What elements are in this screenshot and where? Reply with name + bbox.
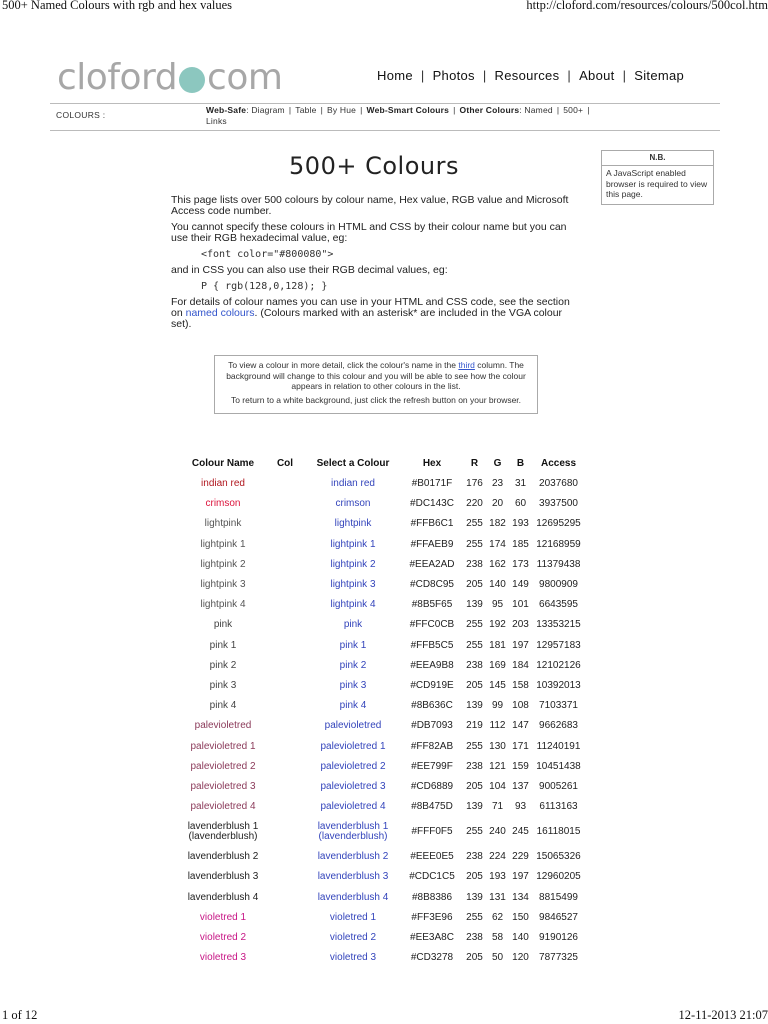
table-body [181, 474, 585, 968]
colour-swatch-cell [265, 595, 305, 615]
b-cell: 101 [512, 599, 529, 611]
r-cell: 139 [466, 700, 483, 712]
g-cell: 140 [489, 579, 506, 591]
colour-swatch-cell [265, 908, 305, 928]
table-row [181, 514, 585, 534]
colour-name-cell: lavenderblush 2 [187, 851, 259, 863]
logo[interactable] [57, 57, 282, 98]
colour-swatch-cell [265, 676, 305, 696]
select-colour-link[interactable]: pink 1 [339, 639, 367, 651]
nb-title: N.B. [602, 151, 713, 166]
g-cell: 224 [489, 851, 506, 863]
hex-cell: #FFC0CB [409, 619, 455, 631]
hex-cell: #8B475D [411, 801, 453, 813]
select-colour-link[interactable]: pink 2 [339, 659, 367, 671]
code-example-css: P { rgb(128,0,128); } [201, 281, 328, 292]
hex-cell: #FFB5C5 [410, 639, 454, 651]
colour-name-cell: pink 2 [209, 659, 237, 671]
table-row [181, 867, 585, 887]
nav-sitemap[interactable]: Sitemap [634, 68, 685, 83]
hex-cell: #8B5F65 [411, 599, 453, 611]
r-cell: 139 [466, 599, 483, 611]
select-colour-link[interactable]: lightpink 2 [330, 558, 376, 570]
colour-swatch-cell [265, 656, 305, 676]
hex-cell: #B0171F [411, 478, 453, 490]
colour-name-cell: violetred 3 [199, 952, 247, 964]
g-cell: 145 [489, 679, 506, 691]
nav-photos[interactable]: Photos [432, 68, 475, 83]
g-cell: 174 [489, 538, 506, 550]
b-cell: 184 [512, 659, 529, 671]
r-cell: 220 [466, 498, 483, 510]
select-colour-link[interactable]: lavenderblush 3 [317, 871, 389, 883]
access-cell: 2037680 [539, 478, 578, 490]
logo-text-right: com [207, 57, 283, 98]
colour-name-cell: lavenderblush 3 [187, 871, 259, 883]
colour-swatch-cell [265, 474, 305, 494]
b-cell: 159 [512, 760, 529, 772]
colour-name-cell: lavenderblush 1 (lavenderblush) [187, 821, 259, 843]
select-colour-link[interactable]: lavenderblush 4 [317, 891, 389, 903]
table-row [181, 555, 585, 575]
b-cell: 149 [512, 579, 529, 591]
colour-name-cell: lightpink 4 [200, 599, 246, 611]
colour-swatch-cell [265, 777, 305, 797]
colour-name-cell: lightpink 1 [200, 538, 246, 550]
table-header-row [181, 452, 585, 474]
r-cell: 238 [466, 932, 483, 944]
intro-p4 [171, 297, 581, 330]
select-colour-link[interactable]: lavenderblush 1 (lavenderblush) [317, 821, 389, 843]
g-cell: 62 [491, 911, 504, 923]
access-cell: 9190126 [539, 932, 578, 944]
select-colour-link[interactable]: palevioletred 3 [320, 780, 386, 792]
r-cell: 139 [466, 801, 483, 813]
intro-p1: This page lists over 500 colours by colour name, Hex value, RGB value and Microsoft Access code number. [171, 194, 569, 217]
colour-name-cell: pink 4 [209, 700, 237, 712]
r-cell: 238 [466, 851, 483, 863]
colour-swatch-cell [265, 636, 305, 656]
code-example-html: <font color="#800080"> [201, 249, 334, 260]
hex-cell: #DC143C [410, 498, 454, 510]
g-cell: 131 [489, 891, 506, 903]
g-cell: 169 [489, 659, 506, 671]
main-nav [377, 68, 684, 83]
r-cell: 205 [466, 579, 483, 591]
g-cell: 23 [491, 478, 504, 490]
colour-swatch-cell [265, 615, 305, 635]
colour-swatch-cell [265, 797, 305, 817]
table-row [181, 888, 585, 908]
select-colour-link[interactable]: lavenderblush 2 [317, 851, 389, 863]
colour-swatch-cell [265, 716, 305, 736]
hex-cell: #8B636C [411, 700, 453, 712]
r-cell: 205 [466, 871, 483, 883]
table-row [181, 636, 585, 656]
b-cell: 203 [512, 619, 529, 631]
colour-swatch-cell [265, 888, 305, 908]
table-row [181, 736, 585, 756]
print-footer-datetime: 12-11-2013 21:07 [678, 1008, 768, 1022]
select-colour-link[interactable]: lightpink 1 [330, 538, 376, 550]
b-cell: 137 [512, 780, 529, 792]
subnav-link-diagram[interactable]: Diagram [251, 105, 285, 115]
print-footer-page: 1 of 12 [2, 1008, 38, 1022]
access-cell: 13353215 [536, 619, 581, 631]
b-cell: 197 [512, 639, 529, 651]
hex-cell: #FFAEB9 [410, 538, 454, 550]
colour-name-cell: palevioletred 2 [190, 760, 256, 772]
colour-swatch-cell [265, 817, 305, 847]
logo-dot-icon [179, 67, 205, 93]
hex-cell: #FFB6C1 [410, 518, 454, 530]
col-header-g: G [493, 457, 502, 469]
hex-cell: #EE799F [411, 760, 453, 772]
table-row [181, 716, 585, 736]
b-cell: 60 [514, 498, 527, 510]
subnav-link-byhue[interactable]: By Hue [327, 105, 357, 115]
g-cell: 50 [491, 952, 504, 964]
colour-name-cell: lightpink 3 [200, 579, 246, 591]
nb-box [601, 150, 714, 205]
intro-p4-tail: . (Colours marked with an asterisk* are included in the VGA colour set). [171, 307, 563, 330]
intro-text [171, 195, 581, 335]
b-cell: 147 [512, 720, 529, 732]
select-colour-link[interactable]: lightpink [334, 518, 372, 530]
col-header-access: Access [540, 457, 577, 469]
subnav-links: Web-Safe: Diagram | Table | By Hue | Web-Smart Colours | Other Colours: Named | 500+ | Links [206, 105, 590, 126]
print-footer [0, 1008, 768, 1024]
access-cell: 16118015 [536, 826, 581, 838]
access-cell: 3937500 [539, 498, 578, 510]
g-cell: 192 [489, 619, 506, 631]
access-cell: 12102126 [536, 659, 581, 671]
r-cell: 238 [466, 659, 483, 671]
nav-home[interactable]: Home [377, 68, 413, 83]
table-row [181, 656, 585, 676]
hex-cell: #CD6889 [410, 780, 454, 792]
g-cell: 162 [489, 558, 506, 570]
colour-name-cell: indian red [201, 478, 245, 490]
access-cell: 9005261 [539, 780, 578, 792]
r-cell: 255 [466, 538, 483, 550]
select-colour-link[interactable]: pink 3 [339, 679, 367, 691]
access-cell: 6113163 [539, 801, 578, 813]
r-cell: 205 [466, 679, 483, 691]
r-cell: 255 [466, 911, 483, 923]
nav-resources[interactable]: Resources [494, 68, 560, 83]
r-cell: 238 [466, 558, 483, 570]
colour-name-cell: palevioletred 1 [190, 740, 256, 752]
intro-p4-text: For details of colour names you can use in your HTML and CSS code, see the section on [171, 296, 570, 319]
print-header [0, 0, 768, 14]
table-row [181, 595, 585, 615]
hex-cell: #CDC1C5 [409, 871, 455, 883]
colour-name-cell: palevioletred 3 [190, 780, 256, 792]
b-cell: 93 [514, 801, 527, 813]
hex-cell: #8B8386 [411, 891, 453, 903]
info-line-2: To return to a white background, just click the refresh button on your browser. [230, 394, 522, 405]
hex-cell: #CD3278 [410, 952, 454, 964]
colour-swatch-cell [265, 514, 305, 534]
r-cell: 255 [466, 518, 483, 530]
select-colour-link[interactable]: palevioletred [324, 720, 382, 732]
table-row [181, 817, 585, 847]
select-colour-link[interactable]: palevioletred 2 [320, 760, 386, 772]
access-cell: 10392013 [536, 679, 581, 691]
print-header-url: http://cloford.com/resources/colours/500col.htm [526, 0, 768, 12]
colour-name-cell: pink 1 [209, 639, 237, 651]
table-row [181, 676, 585, 696]
info-line-1 [221, 360, 531, 392]
access-cell: 11240191 [536, 740, 581, 752]
table-row [181, 474, 585, 494]
subnav-group-other: Other Colours [459, 105, 520, 115]
g-cell: 112 [489, 720, 506, 732]
third-column-link[interactable]: third [458, 360, 475, 370]
table-row [181, 928, 585, 948]
access-cell: 11379438 [536, 558, 581, 570]
b-cell: 193 [512, 518, 529, 530]
colour-name-cell: crimson [205, 498, 241, 510]
colour-swatch-cell [265, 736, 305, 756]
colour-swatch-cell [265, 535, 305, 555]
select-colour-link[interactable]: violetred 3 [329, 952, 377, 964]
hex-cell: #EE3A8C [410, 932, 454, 944]
g-cell: 99 [491, 700, 504, 712]
access-cell: 12957183 [536, 639, 581, 651]
colour-name-cell: palevioletred 4 [190, 801, 256, 813]
select-colour-link[interactable]: pink 4 [339, 700, 367, 712]
r-cell: 219 [466, 720, 483, 732]
nav-about[interactable]: About [579, 68, 615, 83]
colour-name-cell: lightpink 2 [200, 558, 246, 570]
b-cell: 140 [512, 932, 529, 944]
hex-cell: #EEA9B8 [410, 659, 454, 671]
nav-separator: | [420, 68, 425, 83]
g-cell: 58 [491, 932, 504, 944]
colour-name-cell: pink 3 [209, 679, 237, 691]
info-box [214, 355, 538, 414]
subnav-link-table[interactable]: Table [295, 105, 317, 115]
r-cell: 255 [466, 619, 483, 631]
named-colours-link[interactable]: named colours [185, 307, 255, 319]
nb-text: A JavaScript enabled browser is required to view this page. [606, 168, 708, 199]
b-cell: 108 [512, 700, 529, 712]
hex-cell: #FF82AB [410, 740, 454, 752]
select-colour-link[interactable]: pink [343, 619, 363, 631]
table-row [181, 757, 585, 777]
b-cell: 173 [512, 558, 529, 570]
access-cell: 12695295 [536, 518, 581, 530]
table-row [181, 696, 585, 716]
table-row [181, 535, 585, 555]
b-cell: 245 [512, 826, 529, 838]
access-cell: 9662683 [539, 720, 578, 732]
b-cell: 197 [512, 871, 529, 883]
b-cell: 185 [512, 538, 529, 550]
col-header-col: Col [276, 457, 294, 469]
col-header-name: Colour Name [191, 457, 255, 469]
intro-p3: and in CSS you can also use their RGB decimal values, eg: [171, 264, 448, 276]
r-cell: 139 [466, 891, 483, 903]
col-header-hex: Hex [422, 457, 442, 469]
colour-swatch-cell [265, 575, 305, 595]
colour-swatch-cell [265, 555, 305, 575]
nav-separator: | [482, 68, 487, 83]
hex-cell: #FFF0F5 [411, 826, 453, 838]
b-cell: 158 [512, 679, 529, 691]
hex-cell: #CD919E [410, 679, 454, 691]
g-cell: 182 [489, 518, 506, 530]
hex-cell: #EEE0E5 [410, 851, 454, 863]
select-colour-link[interactable]: violetred 1 [329, 911, 377, 923]
access-cell: 12960205 [536, 871, 581, 883]
r-cell: 205 [466, 952, 483, 964]
r-cell: 255 [466, 740, 483, 752]
access-cell: 9800909 [539, 579, 578, 591]
table-row [181, 615, 585, 635]
colour-swatch-cell [265, 867, 305, 887]
subnav-group-websafe: Web-Safe [206, 105, 247, 115]
table-row [181, 847, 585, 867]
subnav-label: COLOURS : [56, 110, 106, 120]
access-cell: 6643595 [539, 599, 578, 611]
colour-name-cell: pink [213, 619, 233, 631]
access-cell: 10451438 [536, 760, 581, 772]
subnav-link-named[interactable]: Named [524, 105, 553, 115]
page-title: 500+ Colours [289, 152, 459, 180]
b-cell: 229 [512, 851, 529, 863]
table-row [181, 908, 585, 928]
nav-separator: | [622, 68, 627, 83]
b-cell: 134 [512, 891, 529, 903]
select-colour-link[interactable]: violetred 2 [329, 932, 377, 944]
g-cell: 71 [491, 801, 504, 813]
access-cell: 7877325 [539, 952, 578, 964]
access-cell: 7103371 [539, 700, 578, 712]
subnav-link-links[interactable]: Links [206, 115, 227, 126]
select-colour-link[interactable]: palevioletred 4 [320, 801, 386, 813]
hex-cell: #CD8C95 [410, 579, 454, 591]
info-line-1a: To view a colour in more detail, click the colour's name in the [228, 360, 456, 370]
b-cell: 171 [512, 740, 529, 752]
g-cell: 193 [489, 871, 506, 883]
r-cell: 238 [466, 760, 483, 772]
r-cell: 205 [466, 780, 483, 792]
info-line-1b: column. The background will change to this colour and you will be able to see how the colour appears in relation to other colours in the list. [226, 360, 526, 391]
colour-name-cell: lavenderblush 4 [187, 891, 259, 903]
g-cell: 20 [491, 498, 504, 510]
table-row [181, 575, 585, 595]
colours-subnav [50, 103, 720, 131]
colours-table [181, 452, 585, 968]
nav-separator: | [567, 68, 572, 83]
hex-cell: #EEA2AD [409, 558, 455, 570]
subnav-link-500plus[interactable]: 500+ [563, 105, 584, 115]
r-cell: 255 [466, 826, 483, 838]
select-colour-link[interactable]: indian red [331, 478, 375, 490]
table-row [181, 777, 585, 797]
select-colour-link[interactable]: lightpink 4 [330, 599, 376, 611]
access-cell: 9846527 [539, 911, 578, 923]
colour-name-cell: violetred 1 [199, 911, 247, 923]
access-cell: 15065326 [536, 851, 581, 863]
hex-cell: #DB7093 [411, 720, 453, 732]
col-header-select: Select a Colour [316, 457, 390, 469]
table-row [181, 494, 585, 514]
intro-p2: You cannot specify these colours in HTML and CSS by their colour name but you can use their RGB hexadecimal value, eg: [171, 221, 567, 244]
colour-name-cell: violetred 2 [199, 932, 247, 944]
colour-swatch-cell [265, 847, 305, 867]
b-cell: 150 [512, 911, 529, 923]
b-cell: 31 [514, 478, 527, 490]
table-row [181, 797, 585, 817]
col-header-r: R [470, 457, 479, 469]
print-header-title: 500+ Named Colours with rgb and hex values [2, 0, 233, 12]
select-colour-link[interactable]: crimson [335, 498, 371, 510]
select-colour-link[interactable]: lightpink 3 [330, 579, 376, 591]
g-cell: 95 [491, 599, 504, 611]
g-cell: 121 [489, 760, 506, 772]
b-cell: 120 [512, 952, 529, 964]
colour-swatch-cell [265, 928, 305, 948]
r-cell: 176 [466, 478, 483, 490]
colour-name-cell: palevioletred [194, 720, 252, 732]
g-cell: 130 [489, 740, 506, 752]
g-cell: 181 [489, 639, 506, 651]
hex-cell: #FF3E96 [411, 911, 453, 923]
subnav-link-websmart[interactable]: Web-Smart Colours [366, 105, 450, 115]
select-colour-link[interactable]: palevioletred 1 [320, 740, 386, 752]
colour-swatch-cell [265, 757, 305, 777]
colour-name-cell: lightpink [204, 518, 242, 530]
colour-swatch-cell [265, 696, 305, 716]
colour-swatch-cell [265, 948, 305, 968]
access-cell: 12168959 [536, 538, 581, 550]
g-cell: 104 [489, 780, 506, 792]
access-cell: 8815499 [539, 891, 578, 903]
colour-swatch-cell [265, 494, 305, 514]
logo-text-left: cloford [57, 57, 178, 98]
col-header-b: B [516, 457, 525, 469]
g-cell: 240 [489, 826, 506, 838]
r-cell: 255 [466, 639, 483, 651]
table-row [181, 948, 585, 968]
